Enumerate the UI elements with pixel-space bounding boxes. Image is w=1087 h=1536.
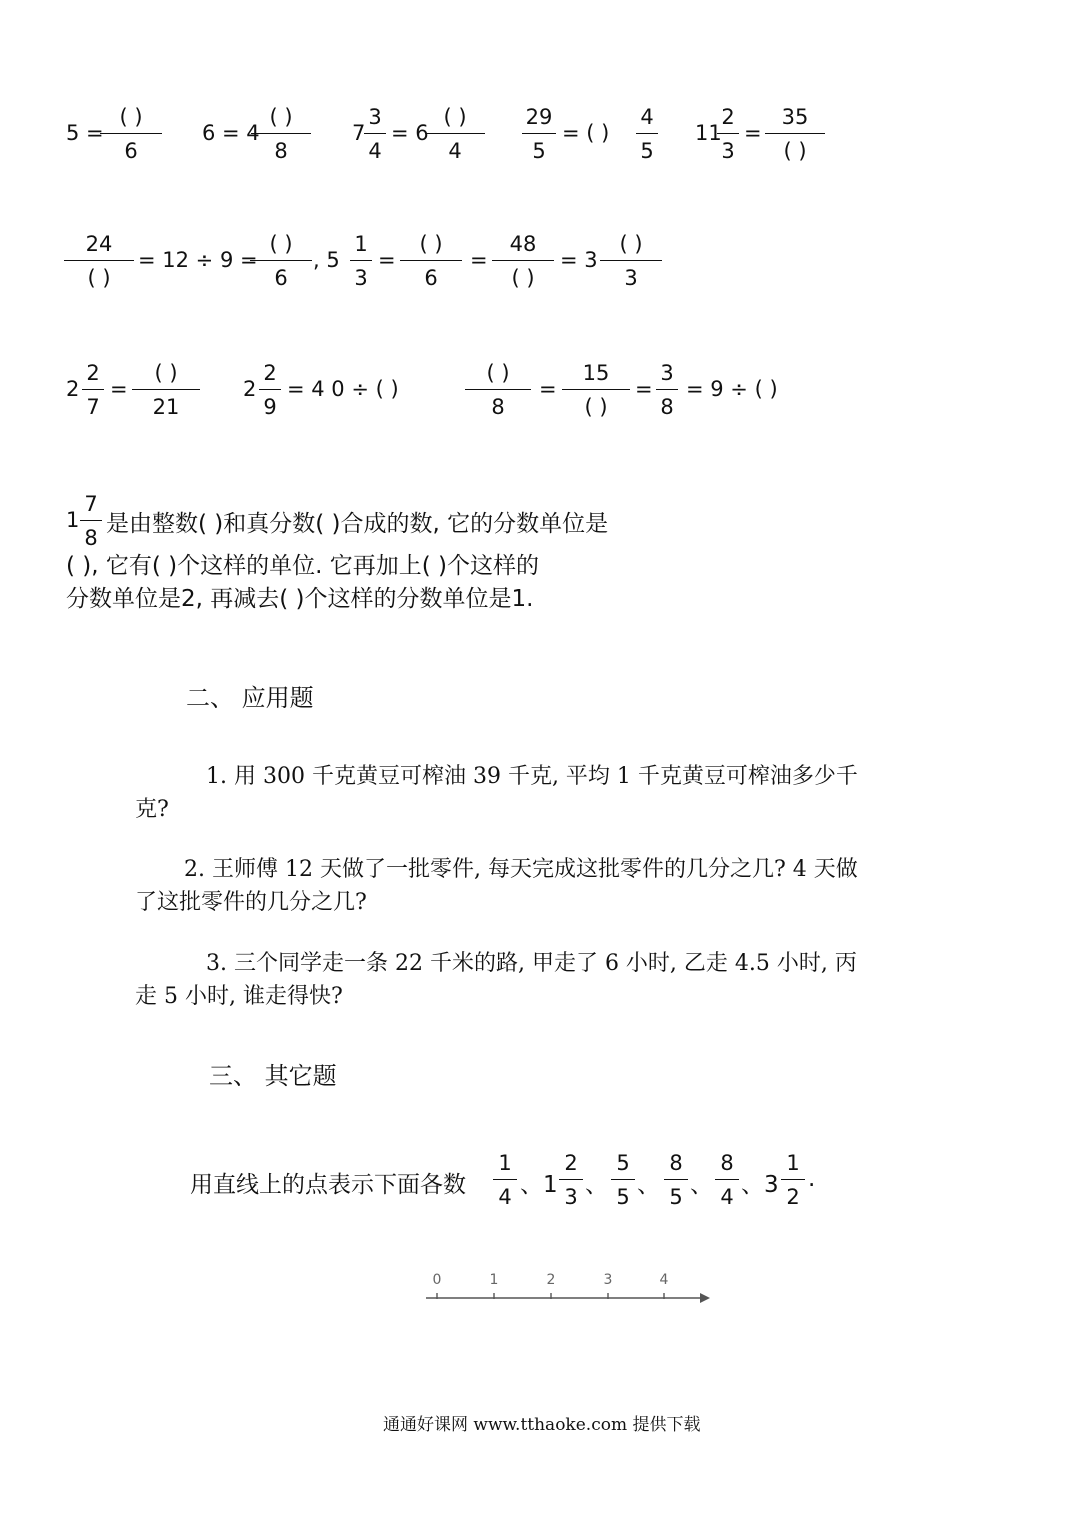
para-whole: 1 [66, 508, 80, 532]
problem-1-line-1: 1. 用 300 千克黄豆可榨油 39 千克, 平均 1 千克黄豆可榨油多少千 [206, 764, 858, 789]
denominator: 8 [660, 395, 674, 419]
numerator: 2 [564, 1151, 578, 1175]
numerator: 1 [786, 1151, 800, 1175]
numerator: 15 [582, 361, 610, 385]
numerator: 8 [669, 1151, 683, 1175]
r2-fraction-2 [250, 231, 312, 291]
numerator: ( ) [119, 105, 143, 129]
problem-2-line-1: 2. 王师傅 12 天做了一批零件, 每天完成这批零件的几分之几? 4 天做 [184, 857, 858, 882]
numerator: 35 [781, 105, 809, 129]
r2-fraction-4 [400, 231, 462, 291]
r3-text-4: = [635, 377, 653, 401]
denominator: 3 [624, 266, 638, 290]
denominator: ( ) [511, 266, 535, 290]
numerator: 1 [498, 1151, 512, 1175]
eq4-fraction [522, 104, 556, 164]
para-line-1: 是由整数( )和真分数( )合成的数, 它的分数单位是 [106, 511, 609, 537]
task-fraction-6 [781, 1150, 805, 1210]
r3-fraction-2 [132, 360, 200, 420]
task-prefix: 用直线上的点表示下面各数 [190, 1172, 466, 1198]
r2-text-4: = [470, 248, 488, 272]
tick-label-1: 1 [489, 1272, 499, 1288]
tick-label-4: 4 [659, 1272, 669, 1288]
r3-fraction-3 [259, 360, 281, 420]
r3-text-1: = [110, 377, 128, 401]
denominator: 3 [721, 139, 735, 163]
r3-whole-2: 2 [243, 377, 257, 401]
eq5-fraction [765, 104, 825, 164]
eq2-fraction [251, 104, 311, 164]
para-fraction [80, 491, 102, 551]
numerator: 2 [263, 361, 277, 385]
denominator: 5 [640, 139, 654, 163]
r2-fraction-1 [64, 231, 134, 291]
numerator: 3 [660, 361, 674, 385]
problem-3-line-2: 走 5 小时, 谁走得快? [135, 984, 343, 1009]
para-line-2: ( ), 它有( )个这样的单位. 它再加上( )个这样的 [66, 553, 540, 579]
task-fraction-5 [715, 1150, 739, 1210]
para-line-3: 分数单位是2, 再减去( )个这样的分数单位是1. [66, 586, 534, 612]
denominator: 5 [669, 1185, 683, 1209]
footer-credit: 通通好课网 www.tthaoke.com 提供下载 [383, 1415, 701, 1435]
tick-label-3: 3 [603, 1272, 613, 1288]
numerator: 2 [86, 361, 100, 385]
task-sep-4: 、 [690, 1172, 713, 1198]
r3-fraction-6 [656, 360, 678, 420]
denominator: 5 [616, 1185, 630, 1209]
number-line [420, 1268, 720, 1312]
denominator: 5 [532, 139, 546, 163]
r3-whole-1: 2 [66, 377, 80, 401]
numerator: ( ) [486, 361, 510, 385]
denominator: ( ) [87, 266, 111, 290]
numerator: 48 [509, 232, 537, 256]
section-heading-other: 三、 其它题 [209, 1062, 337, 1090]
denominator: 8 [84, 526, 98, 550]
r2-fraction-6 [600, 231, 662, 291]
arrow-right-icon [700, 1293, 710, 1303]
denominator: 4 [448, 139, 462, 163]
eq5-mixed-fraction [717, 104, 739, 164]
eq5-eq: = [744, 121, 762, 145]
numerator: 7 [84, 492, 98, 516]
r2-text-1: = 12 ÷ 9 = [138, 248, 258, 272]
numerator: ( ) [443, 105, 467, 129]
numerator: 8 [720, 1151, 734, 1175]
problem-3-line-1: 3. 三个同学走一条 22 千米的路, 甲走了 6 小时, 乙走 4.5 小时, 丙 [206, 951, 857, 976]
task-fraction-3 [611, 1150, 635, 1210]
numerator: 1 [354, 232, 368, 256]
numerator: ( ) [419, 232, 443, 256]
eq2-lhs: 6 = 4 [202, 121, 260, 145]
numerator: 5 [616, 1151, 630, 1175]
denominator: ( ) [783, 139, 807, 163]
denominator: 8 [491, 395, 505, 419]
numerator: ( ) [619, 232, 643, 256]
numerator: 2 [721, 105, 735, 129]
eq4-rhs: = ( ) [562, 121, 610, 145]
denominator: 3 [354, 266, 368, 290]
r2-text-5: = 3 [560, 248, 598, 272]
task-fraction-2 [559, 1150, 583, 1210]
section-heading-applications: 二、 应用题 [186, 684, 314, 712]
task-sep-2: 、 [585, 1172, 608, 1198]
task-sep-3: 、 [637, 1172, 660, 1198]
eq3-fraction [425, 104, 485, 164]
r3-fraction-4 [465, 360, 531, 420]
eq1-fraction [100, 104, 162, 164]
task-sep-1: 、1 [520, 1172, 558, 1198]
denominator: 9 [263, 395, 277, 419]
denominator: 6 [124, 139, 138, 163]
problem-2-line-2: 了这批零件的几分之几? [135, 890, 367, 915]
denominator: 21 [152, 395, 180, 419]
eq3-mixed-fraction [364, 104, 386, 164]
numerator: 24 [85, 232, 113, 256]
numerator: 29 [525, 105, 553, 129]
denominator: 3 [564, 1185, 578, 1209]
numerator: ( ) [154, 361, 178, 385]
tick-label-2: 2 [546, 1272, 556, 1288]
denominator: 2 [786, 1185, 800, 1209]
r3-text-5: = 9 ÷ ( ) [686, 377, 778, 401]
r3-fraction-1 [82, 360, 104, 420]
denominator: 4 [368, 139, 382, 163]
denominator: 7 [86, 395, 100, 419]
eq5-whole: 11 [695, 121, 722, 145]
numerator: 3 [368, 105, 382, 129]
denominator: 4 [498, 1185, 512, 1209]
denominator: 6 [274, 266, 288, 290]
numerator: 4 [640, 105, 654, 129]
numerator: ( ) [269, 232, 293, 256]
eq1-lhs: 5 = [66, 121, 104, 145]
r2-fraction-5 [492, 231, 554, 291]
problem-1-line-2: 克? [135, 797, 169, 822]
r2-text-2: , 5 [313, 248, 340, 272]
task-fraction-4 [664, 1150, 688, 1210]
task-sep-5: 、3 [741, 1172, 779, 1198]
tick-label-0: 0 [432, 1272, 442, 1288]
denominator: ( ) [584, 395, 608, 419]
eq3-whole: 7 [352, 121, 366, 145]
r3-text-2: = 4 0 ÷ ( ) [287, 377, 399, 401]
task-end: . [808, 1166, 816, 1192]
r3-text-3: = [539, 377, 557, 401]
r2-text-3: = [378, 248, 396, 272]
eq3-eq: = 6 [391, 121, 429, 145]
eq4-rhs-fraction [636, 104, 658, 164]
denominator: 4 [720, 1185, 734, 1209]
r2-fraction-3 [350, 231, 372, 291]
denominator: 6 [424, 266, 438, 290]
r3-fraction-5 [562, 360, 630, 420]
denominator: 8 [274, 139, 288, 163]
numerator: ( ) [269, 105, 293, 129]
task-fraction-1 [493, 1150, 517, 1210]
